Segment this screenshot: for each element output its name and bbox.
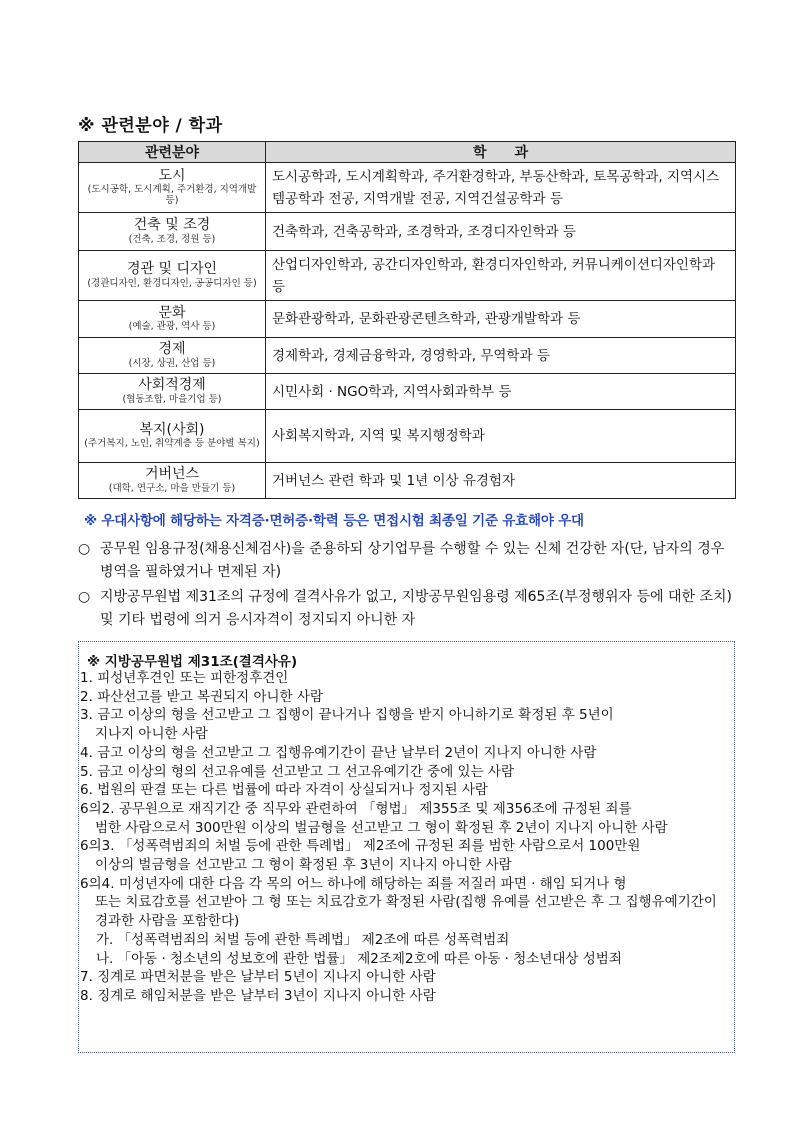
list-item <box>80 875 730 931</box>
field-cell <box>79 301 266 338</box>
table-row <box>79 374 736 410</box>
list-item <box>80 931 730 950</box>
department-cell: 거버넌스 관련 학과 및 1년 이상 유경험자 <box>266 463 736 499</box>
table-row <box>79 338 736 374</box>
list-item-number: 7. <box>80 969 93 986</box>
list-item <box>80 950 730 969</box>
table-row <box>79 163 736 213</box>
list-item-number: 6의3. <box>80 838 115 855</box>
field-name: 도시 <box>158 168 186 185</box>
preference-note: ※ 우대사항에 해당하는 자격증·면허증·학력 등은 면접시험 최종일 기준 유효해야 우대 <box>84 513 584 529</box>
department-cell: 사회복지학과, 지역 및 복지행정학과 <box>266 410 736 463</box>
list-item-number: 가. <box>96 931 114 948</box>
list-item <box>80 669 730 688</box>
table-row <box>79 301 736 338</box>
field-name: 사회적경제 <box>138 377 206 394</box>
list-item-text: 「성폭력범죄의 처벌 등에 관한 특례법」 제2조에 따른 성폭력범죄 <box>117 931 510 948</box>
department-cell: 산업디자인학과, 공간디자인학과, 환경디자인학과, 커뮤니케이션디자인학과 등 <box>266 251 736 301</box>
header-department: 학 과 <box>266 142 736 163</box>
field-sub: (시장, 상권, 산업 등) <box>128 357 216 369</box>
field-name: 경제 <box>158 341 186 358</box>
field-name: 문화 <box>158 304 186 321</box>
list-item <box>80 968 730 987</box>
circle-bullet-icon: ○ <box>78 589 91 605</box>
field-cell <box>79 410 266 463</box>
list-item <box>80 800 730 837</box>
field-cell <box>79 251 266 301</box>
condition-text: 공무원 임용규정(채용신체검사)을 준용하되 상기업무를 수행할 수 있는 신체 건강한 자(단, 남자의 경우 병역을 필하였거나 면제된 자) <box>100 541 725 580</box>
related-fields-table <box>78 141 736 499</box>
field-sub: (도시공학, 도시계획, 주거환경, 지역개발 등) <box>87 184 257 207</box>
field-name: 복지(사회) <box>139 421 205 438</box>
department-cell: 건축학과, 건축공학과, 조경학과, 조경디자인학과 등 <box>266 213 736 251</box>
table-row <box>79 410 736 463</box>
list-item-number: 8. <box>80 987 93 1004</box>
list-item-text: 징계로 파면처분을 받은 날부터 5년이 지나지 아니한 사람 <box>97 969 436 986</box>
field-sub: (협동조합, 마을기업 등) <box>122 393 222 405</box>
field-cell <box>79 374 266 410</box>
department-cell: 시민사회 · NGO학과, 지역사회과학부 등 <box>266 374 736 410</box>
circle-bullet-icon: ○ <box>78 541 91 557</box>
list-item <box>80 744 730 763</box>
list-item-continuation: 이상의 벌금형을 선고받고 그 형이 확정된 후 3년이 지나지 아니한 사람 <box>95 857 512 874</box>
list-item-continuation: 또는 치료감호를 선고받아 그 형 또는 치료감호가 확정된 사람(집행 유예를 선고받은 후 그 집행유예기간이 경과한 사람을 포함한다) <box>95 894 717 930</box>
condition-text: 지방공무원법 제31조의 규정에 결격사유가 없고, 지방공무원임용령 제65조(부정행위자 등에 대한 조치) 및 기타 법령에 의거 응시자격이 정지되지 아니한 자 <box>100 589 733 628</box>
list-item-number: 6의4. <box>80 875 115 892</box>
table-row <box>79 463 736 499</box>
field-cell <box>79 163 266 213</box>
list-item-continuation: 범한 사람으로서 300만원 이상의 벌금형을 선고받고 그 형이 확정된 후 2년이 지나지 아니한 사람 <box>95 819 668 836</box>
list-item-text: 미성년자에 대한 다음 각 목의 어느 하나에 해당하는 죄를 저질러 파면 · 해임 되거나 형 <box>118 875 627 892</box>
list-item <box>80 837 730 874</box>
header-field: 관련분야 <box>79 142 266 163</box>
department-cell: 도시공학과, 도시계획학과, 주거환경학과, 부동산학과, 토목공학과, 지역시스템공학과 전공, 지역개발 전공, 지역건설공학과 등 <box>266 163 736 213</box>
condition-item <box>78 586 740 632</box>
list-item <box>80 987 730 1006</box>
list-item-number: 6. <box>80 782 93 799</box>
field-name: 거버넌스 <box>144 466 200 483</box>
list-item-number: 나. <box>96 950 114 967</box>
field-sub: (주거복지, 노인, 취약계층 등 분야별 복지) <box>84 438 260 450</box>
disqualification-box <box>78 641 735 1053</box>
field-cell <box>79 213 266 251</box>
section-title: ※ 관련분야 / 학과 <box>78 116 223 136</box>
list-item <box>80 706 730 743</box>
list-item-text: 징계로 해임처분을 받은 날부터 3년이 지나지 아니한 사람 <box>97 987 436 1004</box>
list-item-text: 법원의 판결 또는 다른 법률에 따라 자격이 상실되거나 정지된 사람 <box>97 782 488 799</box>
list-item-number: 2. <box>80 688 93 705</box>
disqualification-list <box>80 669 730 1006</box>
list-item-text: 「아동 · 청소년의 성보호에 관한 법률」 제2조제2호에 따른 아동 · 청소년대상 성범죄 <box>117 950 622 967</box>
list-item-number: 1. <box>80 670 93 686</box>
field-name: 경관 및 디자인 <box>126 261 218 278</box>
list-item-number: 4. <box>80 744 93 761</box>
field-sub: (경관디자인, 환경디자인, 공공디자인 등) <box>87 277 257 289</box>
field-name: 건축 및 조경 <box>133 217 211 234</box>
list-item-text: 금고 이상의 형을 선고받고 그 집행유예기간이 끝난 날부터 2년이 지나지 아니한 사람 <box>97 744 597 761</box>
list-item-text: 피성년후견인 또는 피한정후견인 <box>97 670 289 686</box>
list-item-number: 3. <box>80 707 93 724</box>
list-item-text: 파산선고를 받고 복권되지 아니한 사람 <box>97 688 324 705</box>
list-item <box>80 688 730 707</box>
field-sub: (예술, 관광, 역사 등) <box>128 321 216 333</box>
condition-item <box>78 538 740 584</box>
field-sub: (건축, 조경, 정원 등) <box>128 233 216 245</box>
list-item-number: 5. <box>80 763 93 780</box>
department-cell: 문화관광학과, 문화관광콘텐츠학과, 관광개발학과 등 <box>266 301 736 338</box>
department-cell: 경제학과, 경제금융학과, 경영학과, 무역학과 등 <box>266 338 736 374</box>
box-title: ※ 지방공무원법 제31조(결격사유) <box>87 654 298 670</box>
list-item-text: 금고 이상의 형의 선고유예를 선고받고 그 선고유예기간 중에 있는 사람 <box>97 763 514 780</box>
list-item <box>80 781 730 800</box>
list-item-text: 공무원으로 재직기간 중 직무와 관련하여 「형법」 제355조 및 제356조에 규정된 죄를 <box>118 800 632 817</box>
list-item-continuation: 지나지 아니한 사람 <box>95 726 208 743</box>
list-item-text: 「성폭력범죄의 처벌 등에 관한 특례법」 제2조에 규정된 죄를 범한 사람으로서 100만원 <box>118 838 641 855</box>
field-cell <box>79 463 266 499</box>
table-header-row <box>79 142 736 163</box>
list-item-text: 금고 이상의 형을 선고받고 그 집행이 끝나거나 집행을 받지 아니하기로 확정된 후 5년이 <box>97 707 614 724</box>
list-item-number: 6의2. <box>80 800 115 817</box>
list-item <box>80 763 730 782</box>
field-sub: (대학, 연구소, 마을 만들기 등) <box>108 482 236 494</box>
table-row <box>79 213 736 251</box>
table-row <box>79 251 736 301</box>
field-cell <box>79 338 266 374</box>
